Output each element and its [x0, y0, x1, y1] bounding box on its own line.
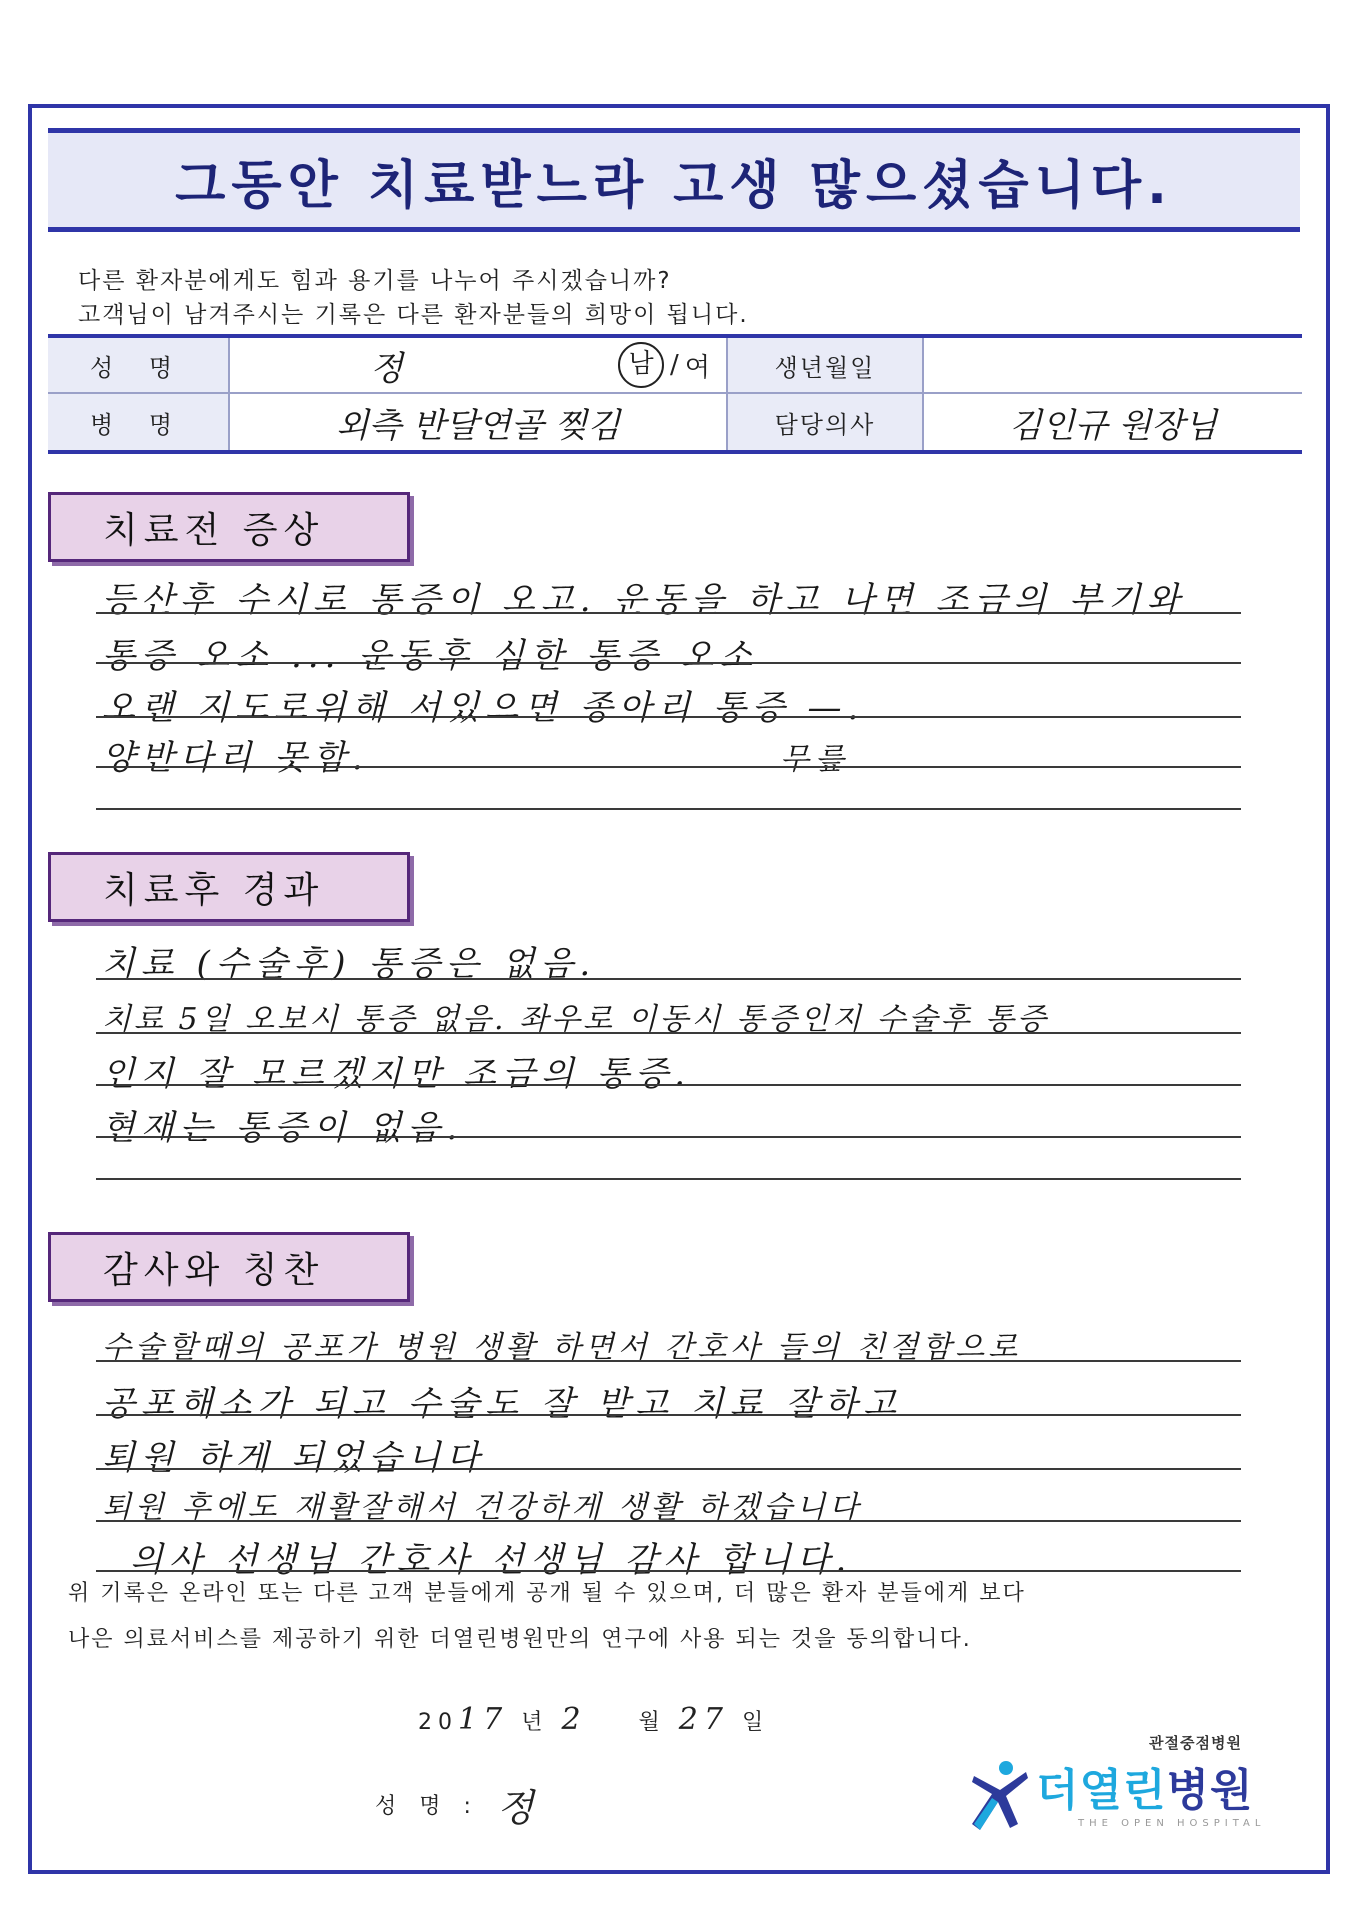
section-heading-before: [48, 492, 410, 562]
thanks-line-2: 공포해소가 되고 수술도 잘 받고 치료 잘하고: [102, 1384, 903, 1424]
writing-rule: [96, 766, 1241, 768]
section-heading-thanks: [48, 1232, 410, 1302]
writing-rule: [96, 978, 1241, 980]
signature-label: 성 명 :: [375, 1794, 479, 1819]
section-heading-before-text: 치료전 증상: [103, 509, 325, 551]
logo-subtitle: 관절중점병원: [1149, 1734, 1242, 1752]
logo-name: [1036, 1754, 1254, 1818]
before-line-5: 무릎: [780, 742, 850, 777]
intro-line-2: 고객님이 남겨주시는 기록은 다른 환자분들의 희망이 됩니다.: [78, 302, 749, 328]
page-title: 그동안 치료받느라 고생 많으셨습니다.: [175, 155, 1173, 216]
date-day-hw[interactable]: 27: [678, 1702, 729, 1737]
writing-rule: [96, 1136, 1241, 1138]
writing-rule: [96, 1084, 1241, 1086]
writing-rule: [96, 1414, 1241, 1416]
writing-rule: [96, 716, 1241, 718]
signature-value[interactable]: 정: [496, 1786, 542, 1830]
gender-female: 여: [684, 352, 710, 383]
date-month-label: 월: [638, 1710, 666, 1735]
name-value[interactable]: 정: [228, 338, 602, 392]
thanks-line-3: 퇴원 하게 되었습니다: [102, 1438, 486, 1478]
disease-label: 병 명: [48, 394, 228, 450]
thanks-line-1: 수술할때의 공포가 병원 생활 하면서 간호사 들의 친절함으로: [102, 1330, 1022, 1365]
birth-value[interactable]: [922, 338, 1302, 392]
after-line-3: 인지 잘 모르겠지만 조금의 통증.: [102, 1054, 692, 1094]
after-line-2: 치료 5일 오보시 통증 없음. 좌우로 이동시 통증인지 수술후 통증: [102, 1002, 1049, 1037]
logo-name-part2: 병원: [1166, 1765, 1254, 1816]
logo-name-part1: 더열린: [1036, 1765, 1167, 1816]
birth-label: 생년월일: [726, 338, 922, 392]
section-heading-after: [48, 852, 410, 922]
gender-separator: /: [670, 350, 679, 380]
section-heading-after-text: 치료후 경과: [103, 869, 325, 911]
writing-rule: [96, 662, 1241, 664]
consent-line-2: 나은 의료서비스를 제공하기 위한 더열린병원만의 연구에 사용 되는 것을 동의합니다.: [68, 1627, 972, 1652]
before-line-3: 오랜 지도로위해 서있으면 종아리 통증 —.: [102, 688, 865, 728]
gender-field[interactable]: [602, 338, 726, 392]
gender-male-circled: 남: [618, 342, 664, 388]
thanks-line-4: 퇴원 후에도 재활잘해서 건강하게 생활 하겠습니다: [102, 1490, 863, 1525]
writing-rule: [96, 612, 1241, 614]
writing-rule: [96, 808, 1241, 810]
date-day-label: 일: [741, 1710, 770, 1735]
info-row-disease: [48, 394, 1302, 450]
date-month-hw[interactable]: 2: [561, 1702, 587, 1737]
logo-english: THE OPEN HOSPITAL: [1078, 1818, 1266, 1829]
doctor-value[interactable]: 김인규 원장님: [922, 394, 1302, 450]
date-line: [418, 1702, 769, 1737]
section-heading-thanks-text: 감사와 칭찬: [103, 1249, 325, 1291]
writing-rule: [96, 1570, 1241, 1572]
signature-line: [375, 1777, 542, 1832]
writing-rule: [96, 1178, 1241, 1180]
intro-line-1: 다른 환자분에게도 힘과 용기를 나누어 주시겠습니까?: [78, 268, 672, 294]
before-line-1: 등산후 수시로 통증이 오고. 운동을 하고 나면 조금의 부기와: [102, 580, 1186, 620]
after-line-4: 현재는 통증이 없음.: [102, 1108, 464, 1148]
date-year-label: 년: [521, 1710, 549, 1735]
doctor-label: 담당의사: [726, 394, 922, 450]
writing-rule: [96, 1468, 1241, 1470]
hospital-logo: [970, 1732, 1270, 1852]
consent-line-1: 위 기록은 온라인 또는 다른 고객 분들에게 공개 될 수 있으며, 더 많은 환자 분들에게 보다: [68, 1581, 1026, 1606]
after-line-1: 치료 (수술후) 통증은 없음.: [102, 944, 597, 984]
info-row-name: [48, 338, 1302, 394]
before-line-4: 양반다리 못함.: [102, 738, 369, 778]
date-year-hw[interactable]: 17: [458, 1702, 509, 1737]
patient-info-table: [48, 334, 1302, 454]
before-line-2: 통증 오소 ... 운동후 심한 통증 오소: [102, 636, 759, 676]
title-banner: [48, 128, 1300, 232]
logo-figure-icon: [970, 1754, 1032, 1834]
name-label: 성 명: [48, 338, 228, 392]
disease-value[interactable]: 외측 반달연골 찢김: [228, 394, 726, 450]
writing-rule: [96, 1360, 1241, 1362]
writing-rule: [96, 1520, 1241, 1522]
date-year-prefix: 20: [418, 1710, 458, 1735]
writing-rule: [96, 1032, 1241, 1034]
thanks-line-5: 의사 선생님 간호사 선생님 감사 합니다.: [130, 1540, 853, 1580]
